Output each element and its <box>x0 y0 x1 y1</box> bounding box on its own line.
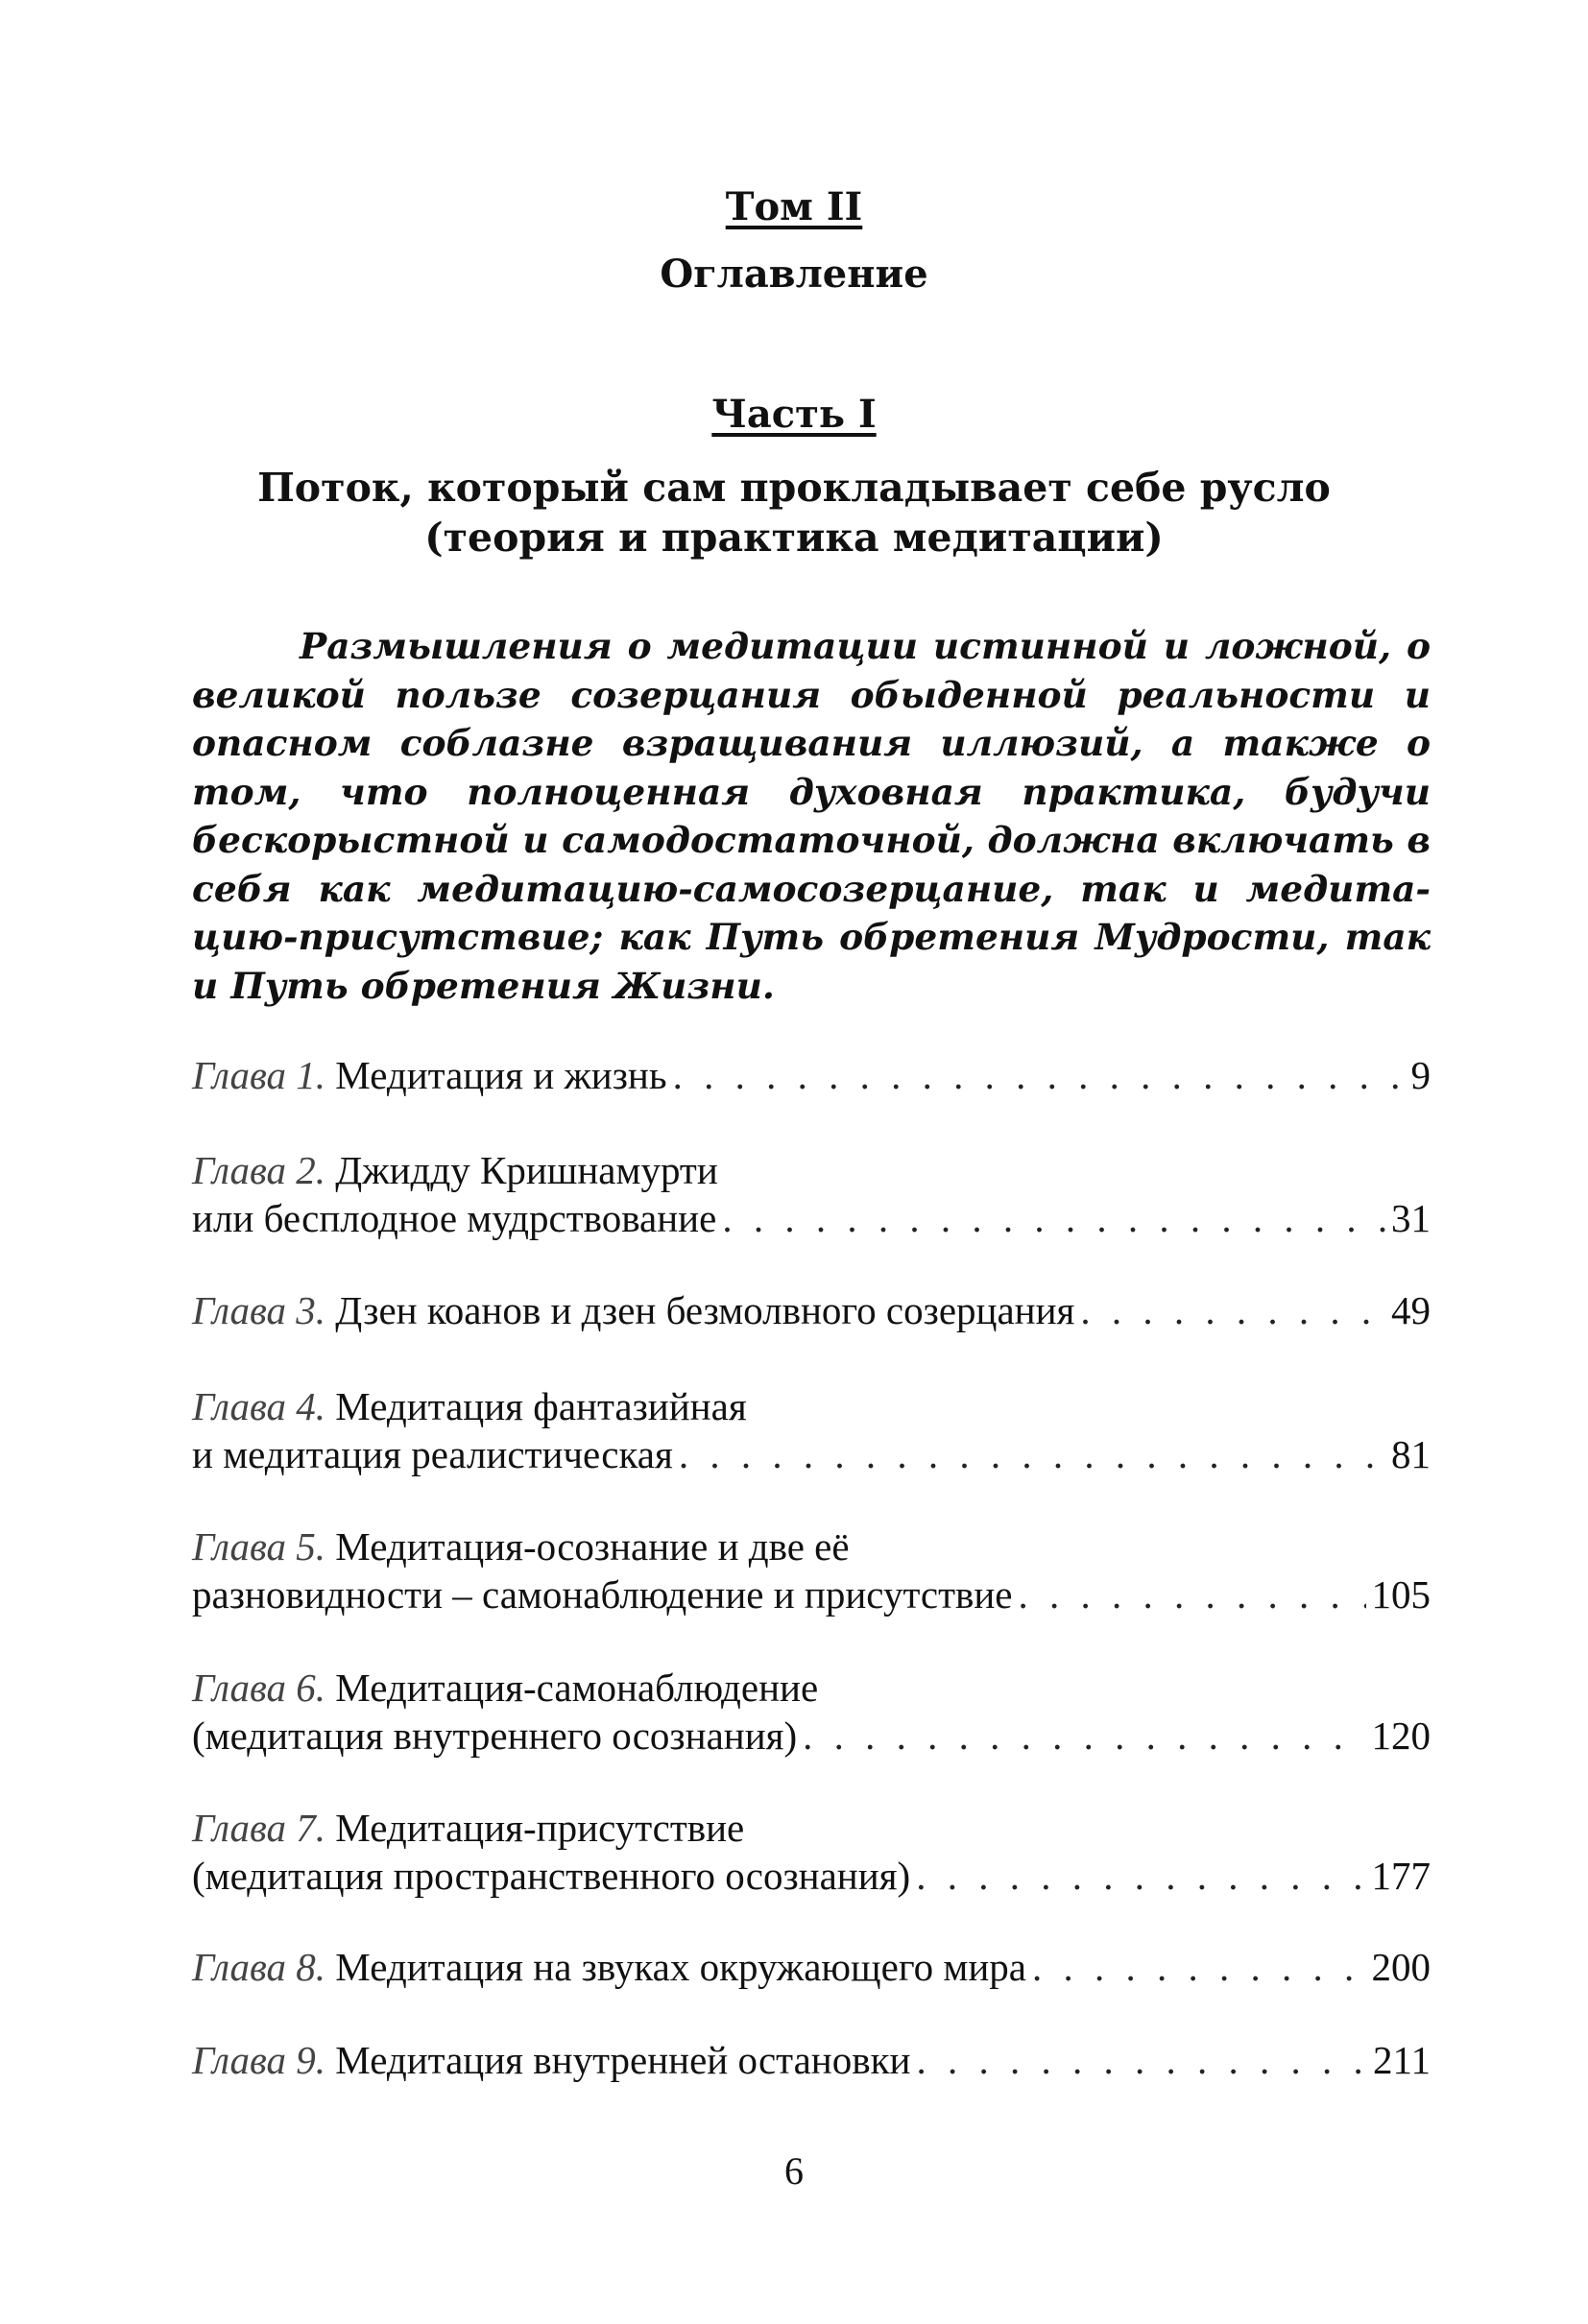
leader-dots <box>679 1430 1385 1478</box>
part-heading: Часть I <box>711 392 877 437</box>
chapter-title: Джидду Кришнамурти <box>335 1148 718 1192</box>
chapter-page-number: 9 <box>1410 1053 1431 1097</box>
leader-dots <box>803 1712 1365 1760</box>
part-intro-paragraph: Размышления о медитации истинной и ложной, о великой пользе созерцания обыденной реальности и опасном соблазне взращивания иллюзий, а также о том, что полноценная духовная практика, будучи бескорыстной и самодостаточной, должна включать в себя как медитацию-самосозерцание, так и медитацию-присутствие; как Путь обретения Мудрости, так и Путь обретения Жизни. <box>192 625 1431 1007</box>
chapter-title: Дзен коанов и дзен безмолвного созерцания <box>335 1288 1075 1332</box>
leader-dots <box>916 1852 1365 1900</box>
chapter-label: Глава 6. <box>192 1665 326 1710</box>
chapter-label: Глава 5. <box>192 1524 326 1569</box>
toc-entry-chapter-2[interactable] <box>192 1146 1431 1242</box>
chapter-title: Медитация внутренней остановки <box>335 2038 911 2082</box>
chapter-label: Глава 4. <box>192 1384 326 1428</box>
toc-entry-chapter-1[interactable] <box>192 1051 1431 1099</box>
chapter-page-number: 177 <box>1371 1854 1431 1898</box>
chapter-title: Медитация на звуках окружающего мира <box>335 1945 1026 1989</box>
chapter-label: Глава 1. <box>192 1053 326 1097</box>
leader-dots <box>1032 1943 1366 1991</box>
chapter-title-continued: (медитация внутреннего осознания) <box>192 1713 798 1758</box>
toc-entry-chapter-8[interactable] <box>192 1943 1431 1991</box>
leader-dots <box>722 1194 1385 1242</box>
page-number: 6 <box>784 2149 804 2192</box>
chapter-title: Медитация-самонаблюдение <box>335 1665 819 1710</box>
chapter-label: Глава 7. <box>192 1806 326 1850</box>
chapter-title: Медитация и жизнь <box>335 1053 667 1097</box>
chapter-page-number: 31 <box>1391 1196 1431 1240</box>
chapter-page-number: 81 <box>1391 1432 1431 1476</box>
chapter-page-number: 49 <box>1391 1288 1431 1332</box>
chapter-title-continued: и медитация реалистическая <box>192 1432 673 1476</box>
leader-dots <box>673 1051 1406 1099</box>
chapter-title: Медитация-присутствие <box>335 1806 745 1850</box>
chapter-label: Глава 9. <box>192 2038 326 2082</box>
chapter-label: Глава 2. <box>192 1148 326 1192</box>
toc-entry-chapter-7[interactable] <box>192 1804 1431 1900</box>
chapter-page-number: 105 <box>1371 1572 1431 1617</box>
part-title-line-2: (теория и практика медитации) <box>424 515 1164 561</box>
toc-entry-chapter-6[interactable] <box>192 1664 1431 1760</box>
volume-heading: Том II <box>725 184 863 229</box>
chapter-title-continued: или бесплодное мудрствование <box>192 1196 717 1240</box>
chapter-page-number: 200 <box>1371 1945 1431 1989</box>
chapter-title: Медитация фантазийная <box>335 1384 747 1428</box>
toc-entry-chapter-4[interactable] <box>192 1382 1431 1478</box>
part-title-line-1: Поток, который сам прокладывает себе русло <box>257 465 1331 511</box>
chapter-title: Медитация-осознание и две её <box>335 1524 850 1569</box>
part-title <box>0 463 1588 563</box>
chapter-label: Глава 8. <box>192 1945 326 1989</box>
chapter-label: Глава 3. <box>192 1288 326 1332</box>
toc-entry-chapter-9[interactable] <box>192 2036 1431 2084</box>
toc-title: Оглавление <box>660 252 928 297</box>
toc-entry-chapter-5[interactable] <box>192 1522 1431 1618</box>
toc-entry-chapter-3[interactable] <box>192 1286 1431 1334</box>
chapter-title-continued: разновидности – самонаблюдение и присутствие <box>192 1572 1013 1617</box>
leader-dots <box>1019 1570 1366 1618</box>
chapter-page-number: 211 <box>1373 2038 1431 2082</box>
chapter-page-number: 120 <box>1371 1713 1431 1758</box>
chapter-title-continued: (медитация пространственного осознания) <box>192 1854 911 1898</box>
leader-dots <box>1080 1286 1385 1334</box>
leader-dots <box>916 2036 1367 2084</box>
